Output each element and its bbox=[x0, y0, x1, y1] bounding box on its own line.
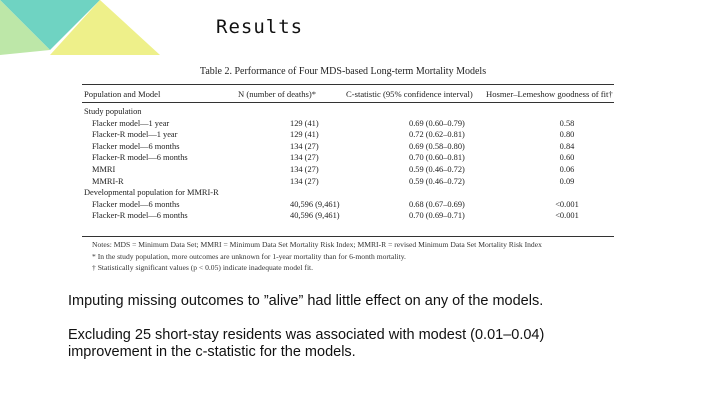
table-row bbox=[62, 200, 624, 211]
row-hl: 0.84 bbox=[559, 141, 575, 151]
table-row bbox=[62, 107, 624, 118]
row-cstat: 0.68 (0.67–0.69) bbox=[409, 199, 465, 209]
table-row bbox=[62, 130, 624, 141]
row-n: 40,596 (9,461) bbox=[290, 199, 340, 209]
row-n: 134 (27) bbox=[290, 176, 319, 186]
row-n: 129 (41) bbox=[290, 130, 319, 140]
row-label: MMRI-R bbox=[92, 176, 124, 186]
row-n: 134 (27) bbox=[290, 141, 319, 151]
row-n: 40,596 (9,461) bbox=[290, 211, 340, 221]
row-hl: <0.001 bbox=[555, 199, 579, 209]
row-label: MMRI bbox=[92, 165, 116, 174]
table-row bbox=[62, 142, 624, 153]
table-row bbox=[62, 165, 624, 176]
row-label: Flacker-R model—6 months bbox=[92, 153, 188, 163]
corner-decoration bbox=[0, 0, 170, 60]
table-header-rule bbox=[82, 102, 614, 103]
row-cstat: 0.69 (0.58–0.80) bbox=[409, 141, 465, 151]
row-hl: 0.06 bbox=[559, 165, 575, 174]
table-row bbox=[62, 177, 624, 188]
table-row bbox=[62, 153, 624, 164]
header-cstat: C-statistic (95% confidence interval) bbox=[346, 89, 473, 99]
header-hl: Hosmer–Lemeshow goodness of fit† bbox=[486, 89, 613, 99]
row-hl: 0.80 bbox=[559, 130, 575, 140]
table-top-rule bbox=[82, 84, 614, 85]
table-note-abbrev: Notes: MDS = Minimum Data Set; MMRI = Minimum Data Set Mortality Risk Index; MMRI-R = revised Minimum Data Set Mortality Risk Index bbox=[92, 240, 542, 249]
header-n: N (number of deaths)* bbox=[238, 89, 317, 99]
row-hl: 0.60 bbox=[559, 153, 575, 163]
row-cstat: 0.70 (0.60–0.81) bbox=[409, 153, 465, 163]
row-n: 129 (41) bbox=[290, 118, 319, 128]
row-label: Flacker-R model—1 year bbox=[92, 130, 178, 140]
row-label: Flacker-R model—6 months bbox=[92, 211, 188, 221]
row-hl: <0.001 bbox=[555, 211, 579, 221]
header-population: Population and Model bbox=[84, 89, 161, 99]
row-n: 134 (27) bbox=[290, 153, 319, 163]
row-cstat: 0.59 (0.46–0.72) bbox=[409, 176, 465, 186]
row-label: Flacker model—6 months bbox=[92, 141, 180, 151]
body-paragraph-2-line-1: Excluding 25 short-stay residents was associated with modest (0.01–0.04) bbox=[68, 327, 545, 343]
table-note-dagger: † Statistically significant values (p < 0.05) indicate inadequate model fit. bbox=[92, 263, 314, 272]
row-label: Flacker model—6 months bbox=[92, 199, 180, 209]
table-row bbox=[62, 211, 624, 222]
row-cstat: 0.59 (0.46–0.72) bbox=[409, 165, 465, 174]
table-caption: Table 2. Performance of Four MDS-based Long-term Mortality Models bbox=[199, 66, 487, 77]
body-paragraph-1: Imputing missing outcomes to ”alive” had little effect on any of the models. bbox=[68, 293, 544, 309]
table-row bbox=[62, 119, 624, 130]
row-label: Flacker model—1 year bbox=[92, 118, 170, 128]
results-table bbox=[62, 64, 624, 286]
table-row bbox=[62, 188, 624, 199]
body-paragraph-2-line-2: improvement in the c-statistic for the models. bbox=[68, 344, 356, 360]
slide-title: Results bbox=[216, 16, 304, 38]
row-label: Developmental population for MMRI-R bbox=[84, 188, 219, 198]
row-cstat: 0.72 (0.62–0.81) bbox=[409, 130, 465, 140]
row-hl: 0.58 bbox=[559, 118, 575, 128]
table-note-asterisk: * In the study population, more outcomes are unknown for 1-year mortality than for 6-month mortality. bbox=[92, 252, 406, 261]
row-hl: 0.09 bbox=[559, 176, 575, 186]
row-cstat: 0.69 (0.60–0.79) bbox=[409, 118, 465, 128]
row-label: Study population bbox=[84, 107, 142, 116]
row-n: 134 (27) bbox=[290, 165, 319, 174]
row-cstat: 0.70 (0.69–0.71) bbox=[409, 211, 465, 221]
table-bottom-rule bbox=[82, 236, 614, 237]
